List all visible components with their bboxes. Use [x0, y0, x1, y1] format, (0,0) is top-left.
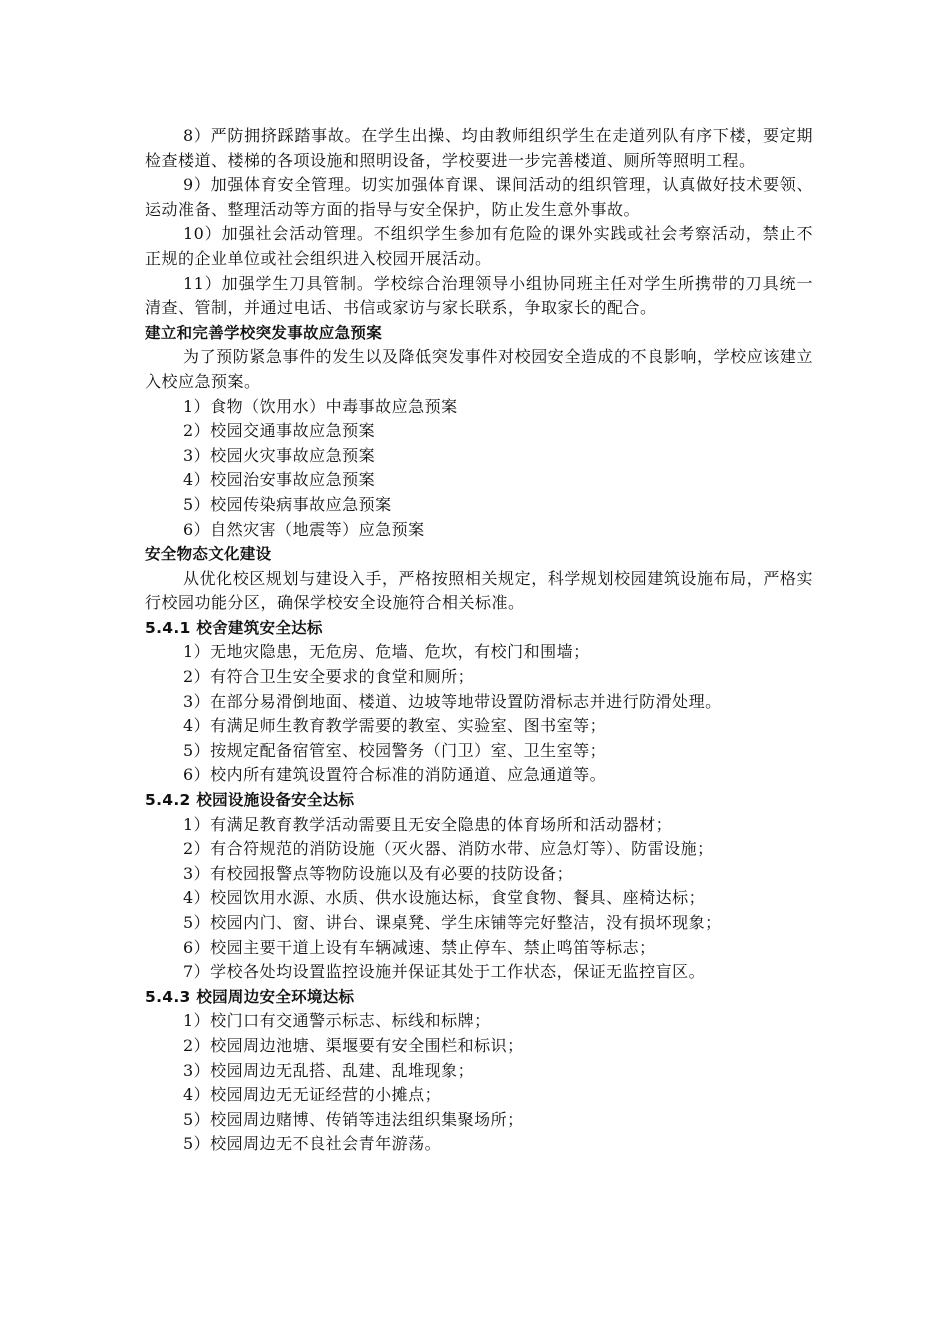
emergency-item: 3）校园火灾事故应急预案 — [183, 445, 376, 465]
list-item-5-4-2: 2）有合符规范的消防设施（灭火器、消防水带、应急灯等）、防雷设施； — [183, 839, 714, 859]
heading-5-4-2: 5.4.2 校园设施设备安全达标 — [145, 791, 355, 810]
culture-intro: 从优化校区规划与建设入手，严格按照相关规定，科学规划校园建筑设施布局，严格实行校园功能分区，确保学校安全设施符合相关标准。 — [145, 568, 813, 613]
emergency-item: 1）食物（饮用水）中毒事故应急预案 — [183, 396, 458, 416]
paragraph-item-9: 9）加强体育安全管理。切实加强体育课、课间活动的组织管理，认真做好技术要领、运动准备、整理活动等方面的指导与安全保护，防止发生意外事故。 — [145, 175, 813, 219]
heading-safety-culture: 安全物态文化建设 — [145, 545, 272, 564]
emergency-item: 4）校园治安事故应急预案 — [183, 470, 376, 490]
list-item-5-4-3: 5）校园周边赌博、传销等违法组织集聚场所； — [183, 1109, 524, 1129]
paragraph-item-11: 11）加强学生刀具管制。学校综合治理领导小组协同班主任对学生所携带的刀具统一清查、管制，并通过电话、书信或家访与家长联系，争取家长的配合。 — [145, 273, 813, 318]
list-item-5-4-2: 6）校园主要干道上设有车辆减速、禁止停车、禁止鸣笛等标志； — [183, 937, 656, 957]
paragraph-item-10: 10）加强社会活动管理。不组织学生参加有危险的课外实践或社会考察活动，禁止不正规的企业单位或社会组织进入校园开展活动。 — [145, 224, 813, 268]
emergency-intro: 为了预防紧急事件的发生以及降低突发事件对校园安全造成的不良影响，学校应该建立入校应急预案。 — [145, 347, 813, 391]
list-item-5-4-1: 3）在部分易滑倒地面、楼道、边坡等地带设置防滑标志并进行防滑处理。 — [183, 691, 722, 711]
list-item-5-4-3: 2）校园周边池塘、渠堰要有安全围栏和标识； — [183, 1035, 524, 1055]
emergency-item: 5）校园传染病事故应急预案 — [183, 494, 392, 514]
list-item-5-4-2: 1）有满足教育教学活动需要且无安全隐患的体育场所和活动器材； — [183, 814, 673, 834]
list-item-5-4-2: 4）校园饮用水源、水质、供水设施达标，食堂食物、餐具、座椅达标； — [183, 888, 706, 908]
paragraph-item-8: 8）严防拥挤踩踏事故。在学生出操、均由教师组织学生在走道列队有序下楼，要定期检查楼道、楼梯的各项设施和照明设备，学校要进一步完善楼道、厕所等照明工程。 — [145, 126, 813, 170]
document-page — [145, 124, 813, 1157]
list-item-5-4-3: 1）校门口有交通警示标志、标线和标牌； — [183, 1011, 491, 1031]
emergency-item: 6）自然灾害（地震等）应急预案 — [183, 519, 425, 539]
list-item-5-4-3: 5）校园周边无不良社会青年游荡。 — [183, 1134, 442, 1154]
heading-5-4-1: 5.4.1 校舍建筑安全达标 — [145, 618, 323, 637]
list-item-5-4-2: 3）有校园报警点等物防设施以及有必要的技防设备； — [183, 863, 574, 883]
list-item-5-4-1: 6）校内所有建筑设置符合标准的消防通道、应急通道等。 — [183, 765, 607, 785]
heading-5-4-3: 5.4.3 校园周边安全环境达标 — [145, 987, 355, 1006]
list-item-5-4-2: 5）校园内门、窗、讲台、课桌凳、学生床铺等完好整洁，没有损坏现象； — [183, 913, 722, 932]
list-item-5-4-1: 1）无地灾隐患，无危房、危墙、危坎，有校门和围墙； — [183, 642, 590, 662]
emergency-item: 2）校园交通事故应急预案 — [183, 421, 376, 441]
list-item-5-4-3: 3）校园周边无乱搭、乱建、乱堆现象； — [183, 1060, 475, 1080]
list-item-5-4-2: 7）学校各处均设置监控设施并保证其处于工作状态，保证无监控盲区。 — [183, 962, 706, 982]
list-item-5-4-3: 4）校园周边无无证经营的小摊点； — [183, 1085, 442, 1105]
list-item-5-4-1: 5）按规定配备宿管室、校园警务（门卫）室、卫生室等； — [183, 740, 607, 760]
list-item-5-4-1: 4）有满足师生教育教学需要的教室、实验室、图书室等； — [183, 716, 607, 736]
list-item-5-4-1: 2）有符合卫生安全要求的食堂和厕所； — [183, 667, 475, 687]
heading-emergency-plan: 建立和完善学校突发事故应急预案 — [145, 323, 383, 342]
